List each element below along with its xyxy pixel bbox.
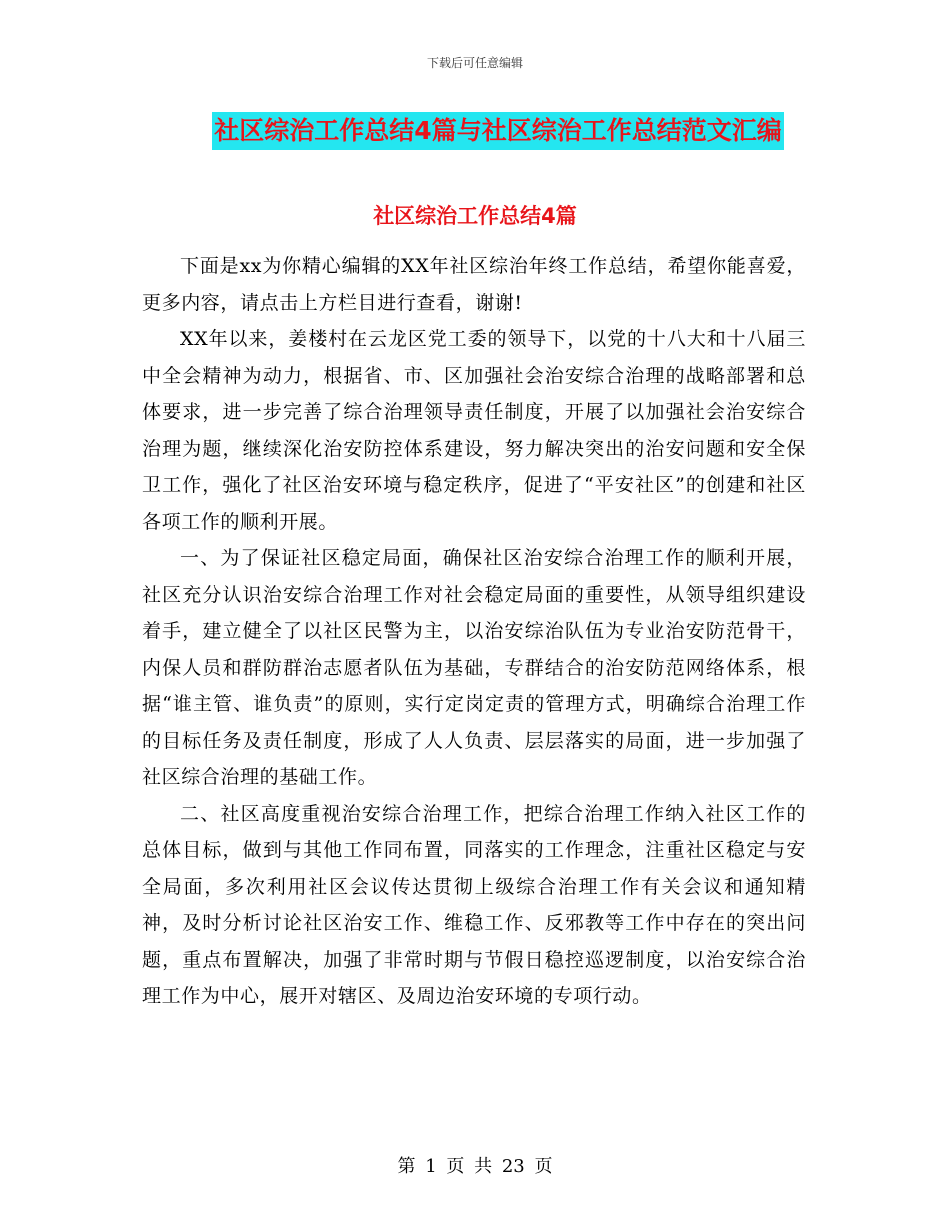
paragraph-section-one: 一、为了保证社区稳定局面，确保社区治安综合治理工作的顺利开展，社区充分认识治安综合治理工作对社会稳定局面的重要性，从领导组织建设着手，建立健全了以社区民警为主，以治安综治队伍为专业治安防范骨干，内保人员和群防群治志愿者队伍为基础，专群结合的治安防范网络体系，根据“谁主管、谁负责”的原则，实行定岗定责的管理方式，明确综合治理工作的目标任务及责任制度，形成了人人负责、层层落实的局面，进一步加强了社区综合治理的基础工作。 [142, 547, 806, 788]
paragraph-section-two: 二、社区高度重视治安综合治理工作，把综合治理工作纳入社区工作的总体目标，做到与其他工作同布置，同落实的工作理念，注重社区稳定与安全局面，多次利用社区会议传达贯彻上级综合治理工作有关会议和通知精神，及时分析讨论社区治安工作、维稳工作、反邪教等工作中存在的突出问题，重点布置解决，加强了非常时期与节假日稳控巡逻制度，以治安综合治理工作为中心，展开对辖区、及周边治安环境的专项行动。 [142, 802, 806, 1007]
header-note: 下载后可任意编辑 [426, 56, 523, 70]
sub-title: 社区综治工作总结4篇 [373, 204, 577, 228]
main-title-container [0, 112, 950, 150]
page-number: 第 1 页 共 23 页 [397, 1156, 553, 1177]
main-title: 社区综治工作总结4篇与社区综治工作总结范文汇编 [212, 112, 783, 150]
paragraph-intro: 下面是xx为你精心编辑的XX年社区综治年终工作总结，希望你能喜爱，更多内容，请点击上方栏目进行查看，谢谢! [142, 255, 806, 314]
body-text [142, 248, 806, 1015]
paragraph-overview: XX年以来，姜楼村在云龙区党工委的领导下，以党的十八大和十八届三中全会精神为动力，根据省、市、区加强社会治安综合治理的战略部署和总体要求，进一步完善了综合治理领导责任制度，开展了以加强社会治安综合治理为题，继续深化治安防控体系建设，努力解决突出的治安问题和安全保卫工作，强化了社区治安环境与稳定秩序，促进了“平安社区”的创建和社区各项工作的顺利开展。 [142, 328, 806, 533]
